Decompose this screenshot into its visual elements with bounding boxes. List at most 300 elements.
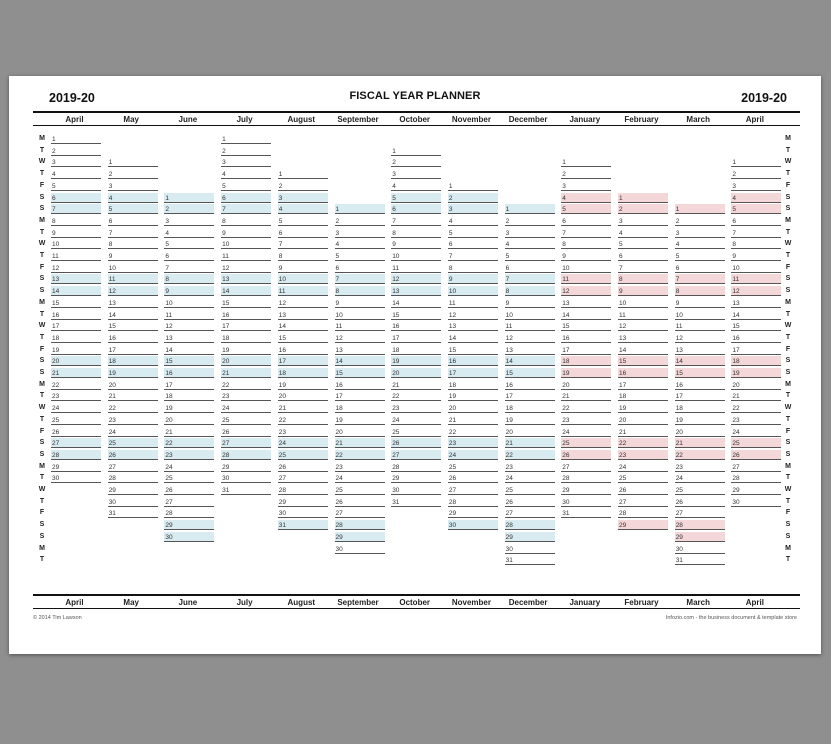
day-cell: 8 [561, 239, 611, 249]
day-cell: 8 [391, 228, 441, 238]
day-cell: 13 [108, 298, 158, 308]
day-cell: 15 [675, 368, 725, 378]
month-header-top: August [287, 115, 316, 124]
month-header-bottom: October [399, 598, 431, 607]
day-cell: 14 [51, 286, 101, 296]
day-cell: 26 [618, 485, 668, 495]
day-cell: 6 [505, 263, 555, 273]
month-header-bottom: September [337, 598, 379, 607]
day-cell: 9 [164, 286, 214, 296]
month-header-bottom: February [624, 598, 659, 607]
day-cell: 23 [108, 415, 158, 425]
day-cell: 25 [335, 485, 385, 495]
day-cell: 19 [618, 403, 668, 413]
day-cell: 23 [335, 462, 385, 472]
day-cell: 20 [335, 427, 385, 437]
day-cell: 5 [108, 204, 158, 214]
day-cell: 7 [675, 274, 725, 284]
day-cell: 26 [164, 485, 214, 495]
day-cell: 1 [278, 169, 328, 179]
weekday-label-left: F [39, 181, 45, 189]
day-cell: 9 [335, 298, 385, 308]
day-cell: 13 [51, 274, 101, 284]
day-cell: 10 [675, 310, 725, 320]
day-cell: 13 [164, 333, 214, 343]
month-header-bottom: May [123, 598, 139, 607]
weekday-label-right: F [785, 345, 791, 353]
day-cell: 12 [618, 321, 668, 331]
day-cell: 20 [51, 356, 101, 366]
day-cell: 27 [675, 508, 725, 518]
weekday-label-right: T [785, 474, 791, 482]
day-cell: 21 [448, 415, 498, 425]
day-cell: 23 [448, 438, 498, 448]
day-cell: 13 [505, 345, 555, 355]
top-rule [33, 111, 800, 113]
day-cell: 13 [618, 333, 668, 343]
day-cell: 18 [448, 380, 498, 390]
day-cell: 29 [618, 520, 668, 530]
weekday-label-left: T [39, 415, 45, 423]
day-cell: 28 [164, 508, 214, 518]
weekday-label-right: M [785, 298, 791, 306]
day-cell: 10 [618, 298, 668, 308]
weekday-label-left: W [38, 240, 46, 248]
store-credit: Infozio.com - the business document & template store [665, 615, 797, 621]
day-cell: 5 [675, 251, 725, 261]
weekday-label-left: F [39, 345, 45, 353]
day-cell: 23 [505, 462, 555, 472]
day-cell: 9 [675, 298, 725, 308]
day-cell: 11 [164, 310, 214, 320]
day-cell: 15 [731, 321, 781, 331]
day-cell: 25 [505, 485, 555, 495]
weekday-label-left: S [39, 205, 45, 213]
day-cell: 30 [561, 497, 611, 507]
day-cell: 26 [108, 450, 158, 460]
day-cell: 2 [505, 216, 555, 226]
day-cell: 18 [108, 356, 158, 366]
day-cell: 18 [391, 345, 441, 355]
day-cell: 27 [335, 508, 385, 518]
day-cell: 4 [221, 169, 271, 179]
day-cell: 2 [221, 146, 271, 156]
day-cell: 24 [391, 415, 441, 425]
day-cell: 12 [675, 333, 725, 343]
day-cell: 24 [164, 462, 214, 472]
weekday-label-right: S [785, 450, 791, 458]
day-cell: 29 [505, 532, 555, 542]
day-cell: 15 [391, 310, 441, 320]
day-cell: 25 [561, 438, 611, 448]
day-cell: 10 [731, 263, 781, 273]
weekday-label-left: S [39, 357, 45, 365]
day-cell: 17 [278, 356, 328, 366]
day-cell: 16 [335, 380, 385, 390]
day-cell: 12 [221, 263, 271, 273]
day-cell: 10 [505, 310, 555, 320]
day-cell: 15 [278, 333, 328, 343]
day-cell: 2 [448, 193, 498, 203]
day-cell: 29 [675, 532, 725, 542]
day-cell: 10 [278, 274, 328, 284]
day-cell: 29 [391, 473, 441, 483]
day-cell: 31 [221, 485, 271, 495]
day-cell: 7 [731, 228, 781, 238]
weekday-label-right: M [785, 462, 791, 470]
day-cell: 15 [561, 321, 611, 331]
day-cell: 20 [278, 391, 328, 401]
day-cell: 20 [391, 368, 441, 378]
day-cell: 4 [448, 216, 498, 226]
day-cell: 22 [221, 380, 271, 390]
weekday-label-left: T [39, 556, 45, 564]
day-cell: 27 [561, 462, 611, 472]
copyright-note: © 2014 Tim Lawson [33, 615, 82, 621]
day-cell: 27 [221, 438, 271, 448]
day-cell: 24 [108, 427, 158, 437]
day-cell: 3 [448, 204, 498, 214]
day-cell: 3 [221, 157, 271, 167]
day-cell: 15 [505, 368, 555, 378]
day-cell: 13 [561, 298, 611, 308]
day-cell: 17 [561, 345, 611, 355]
day-cell: 6 [618, 251, 668, 261]
day-cell: 10 [108, 263, 158, 273]
day-cell: 27 [391, 450, 441, 460]
day-cell: 16 [51, 310, 101, 320]
day-cell: 19 [278, 380, 328, 390]
day-cell: 30 [335, 544, 385, 554]
day-cell: 15 [51, 298, 101, 308]
day-cell: 29 [448, 508, 498, 518]
day-cell: 29 [164, 520, 214, 530]
weekday-label-left: T [39, 474, 45, 482]
day-cell: 22 [675, 450, 725, 460]
day-cell: 8 [51, 216, 101, 226]
day-cell: 17 [51, 321, 101, 331]
month-header-top: July [236, 115, 253, 124]
weekday-label-left: T [39, 392, 45, 400]
day-cell: 4 [108, 193, 158, 203]
bottom-rule-upper [33, 594, 800, 596]
day-cell: 11 [561, 274, 611, 284]
day-cell: 2 [391, 157, 441, 167]
weekday-label-right: T [785, 333, 791, 341]
month-header-top: February [624, 115, 659, 124]
weekday-label-right: M [785, 380, 791, 388]
day-cell: 9 [108, 251, 158, 261]
day-cell: 25 [675, 485, 725, 495]
day-cell: 7 [221, 204, 271, 214]
day-cell: 7 [448, 251, 498, 261]
day-cell: 17 [448, 368, 498, 378]
day-cell: 23 [561, 415, 611, 425]
day-cell: 25 [448, 462, 498, 472]
weekday-label-right: T [785, 146, 791, 154]
day-cell: 12 [505, 333, 555, 343]
day-cell: 20 [505, 427, 555, 437]
day-cell: 24 [675, 473, 725, 483]
header-rule [33, 125, 800, 126]
day-cell: 1 [561, 157, 611, 167]
day-cell: 30 [164, 532, 214, 542]
day-cell: 6 [561, 216, 611, 226]
month-header-top: March [686, 115, 710, 124]
weekday-label-right: S [785, 439, 791, 447]
day-cell: 11 [505, 321, 555, 331]
month-header-top: November [451, 115, 491, 124]
month-header-bottom: July [236, 598, 253, 607]
day-cell: 19 [164, 403, 214, 413]
month-header-bottom: November [451, 598, 491, 607]
weekday-label-left: W [38, 404, 46, 412]
month-header-top: April [65, 115, 84, 124]
day-cell: 16 [561, 333, 611, 343]
weekday-label-left: M [39, 216, 45, 224]
day-cell: 11 [618, 310, 668, 320]
day-cell: 19 [108, 368, 158, 378]
day-cell: 16 [278, 345, 328, 355]
weekday-label-right: M [785, 135, 791, 142]
weekday-label-right: M [785, 544, 791, 552]
day-cell: 4 [278, 204, 328, 214]
day-cell: 23 [164, 450, 214, 460]
day-cell: 18 [561, 356, 611, 366]
day-cell: 6 [448, 239, 498, 249]
day-cell: 22 [618, 438, 668, 448]
day-cell: 22 [731, 403, 781, 413]
day-cell: 31 [391, 497, 441, 507]
weekday-label-left: M [39, 298, 45, 306]
day-cell: 21 [108, 391, 158, 401]
weekday-label-right: W [784, 322, 792, 330]
day-cell: 27 [278, 473, 328, 483]
day-cell: 16 [164, 368, 214, 378]
weekday-label-left: M [39, 135, 45, 142]
day-cell: 14 [108, 310, 158, 320]
day-cell: 22 [335, 450, 385, 460]
day-cell: 21 [278, 403, 328, 413]
day-cell: 7 [51, 204, 101, 214]
day-cell: 21 [731, 391, 781, 401]
day-cell: 5 [391, 193, 441, 203]
day-cell: 7 [391, 216, 441, 226]
day-cell: 18 [51, 333, 101, 343]
day-cell: 4 [391, 181, 441, 191]
weekday-label-right: S [785, 275, 791, 283]
day-cell: 4 [731, 193, 781, 203]
month-header-top: January [569, 115, 601, 124]
day-cell: 16 [618, 368, 668, 378]
day-cell: 2 [561, 169, 611, 179]
day-cell: 29 [51, 462, 101, 472]
day-cell: 6 [391, 204, 441, 214]
day-cell: 23 [51, 391, 101, 401]
weekday-label-left: M [39, 544, 45, 552]
weekday-label-left: F [39, 427, 45, 435]
day-cell: 2 [51, 146, 101, 156]
day-cell: 10 [391, 251, 441, 261]
day-cell: 2 [278, 181, 328, 191]
day-cell: 18 [618, 391, 668, 401]
day-cell: 22 [561, 403, 611, 413]
day-cell: 20 [448, 403, 498, 413]
day-cell: 29 [561, 485, 611, 495]
day-cell: 16 [391, 321, 441, 331]
weekday-label-right: S [785, 521, 791, 529]
day-cell: 14 [448, 333, 498, 343]
day-cell: 14 [561, 310, 611, 320]
day-cell: 9 [731, 251, 781, 261]
day-cell: 27 [731, 462, 781, 472]
day-cell: 6 [731, 216, 781, 226]
day-cell: 28 [505, 520, 555, 530]
day-cell: 30 [505, 544, 555, 554]
day-cell: 3 [731, 181, 781, 191]
weekday-label-right: F [785, 427, 791, 435]
day-cell: 21 [221, 368, 271, 378]
weekday-label-right: T [785, 556, 791, 564]
month-header-top: October [399, 115, 431, 124]
day-cell: 19 [505, 415, 555, 425]
day-cell: 12 [164, 321, 214, 331]
weekday-label-left: T [39, 170, 45, 178]
day-cell: 13 [731, 298, 781, 308]
weekday-label-left: M [39, 380, 45, 388]
day-cell: 28 [561, 473, 611, 483]
day-cell: 17 [108, 345, 158, 355]
day-cell: 17 [618, 380, 668, 390]
weekday-label-right: T [785, 228, 791, 236]
day-cell: 16 [448, 356, 498, 366]
day-cell: 5 [221, 181, 271, 191]
weekday-label-left: S [39, 287, 45, 295]
day-cell: 7 [278, 239, 328, 249]
day-cell: 21 [505, 438, 555, 448]
day-cell: 19 [675, 415, 725, 425]
day-cell: 1 [675, 204, 725, 214]
day-cell: 22 [164, 438, 214, 448]
day-cell: 25 [618, 473, 668, 483]
weekday-label-left: S [39, 193, 45, 201]
weekday-label-right: S [785, 287, 791, 295]
day-cell: 25 [391, 427, 441, 437]
day-cell: 12 [391, 274, 441, 284]
weekday-label-right: T [785, 252, 791, 259]
weekday-label-right: S [785, 205, 791, 213]
day-cell: 19 [51, 345, 101, 355]
day-cell: 18 [335, 403, 385, 413]
day-cell: 3 [108, 181, 158, 191]
weekday-label-right: W [784, 486, 792, 493]
day-cell: 5 [51, 181, 101, 191]
day-cell: 1 [108, 157, 158, 167]
day-cell: 26 [278, 462, 328, 472]
day-cell: 20 [164, 415, 214, 425]
day-cell: 21 [561, 391, 611, 401]
day-cell: 24 [278, 438, 328, 448]
day-cell: 13 [335, 345, 385, 355]
month-header-top: December [508, 115, 548, 124]
weekday-label-right: W [784, 240, 792, 248]
day-cell: 22 [51, 380, 101, 390]
day-cell: 6 [164, 251, 214, 261]
day-cell: 6 [675, 263, 725, 273]
day-cell: 20 [561, 380, 611, 390]
month-header-bottom: January [569, 598, 601, 607]
day-cell: 2 [335, 216, 385, 226]
day-cell: 5 [505, 251, 555, 261]
day-cell: 3 [164, 216, 214, 226]
day-cell: 3 [675, 228, 725, 238]
day-cell: 17 [675, 391, 725, 401]
day-cell: 5 [164, 239, 214, 249]
day-cell: 26 [675, 497, 725, 507]
day-cell: 18 [164, 391, 214, 401]
weekday-label-right: T [785, 392, 791, 400]
day-cell: 5 [278, 216, 328, 226]
day-cell: 10 [561, 263, 611, 273]
month-header-top: April [745, 115, 764, 124]
day-cell: 23 [731, 415, 781, 425]
day-cell: 31 [278, 520, 328, 530]
day-cell: 22 [278, 415, 328, 425]
day-cell: 13 [675, 345, 725, 355]
month-header-bottom: April [745, 598, 764, 607]
day-cell: 11 [391, 263, 441, 273]
day-cell: 22 [448, 427, 498, 437]
day-cell: 29 [108, 485, 158, 495]
day-cell: 15 [221, 298, 271, 308]
day-cell: 29 [335, 532, 385, 542]
day-cell: 26 [51, 427, 101, 437]
day-cell: 17 [391, 333, 441, 343]
day-cell: 22 [391, 391, 441, 401]
day-cell: 26 [335, 497, 385, 507]
month-header-top: June [178, 115, 198, 124]
day-cell: 3 [618, 216, 668, 226]
day-cell: 28 [335, 520, 385, 530]
day-cell: 15 [335, 368, 385, 378]
weekday-label-left: F [39, 509, 45, 517]
day-cell: 26 [731, 450, 781, 460]
day-cell: 8 [448, 263, 498, 273]
day-cell: 22 [108, 403, 158, 413]
day-cell: 24 [448, 450, 498, 460]
month-header-bottom: March [686, 598, 710, 607]
day-cell: 1 [164, 193, 214, 203]
day-cell: 28 [108, 473, 158, 483]
day-cell: 11 [448, 298, 498, 308]
day-cell: 30 [731, 497, 781, 507]
day-cell: 11 [221, 251, 271, 261]
day-cell: 4 [51, 169, 101, 179]
day-cell: 19 [731, 368, 781, 378]
day-cell: 20 [618, 415, 668, 425]
day-cell: 30 [51, 473, 101, 483]
day-cell: 25 [278, 450, 328, 460]
day-cell: 24 [505, 473, 555, 483]
day-cell: 30 [278, 508, 328, 518]
day-cell: 28 [51, 450, 101, 460]
day-cell: 27 [505, 508, 555, 518]
day-cell: 5 [618, 239, 668, 249]
day-cell: 10 [221, 239, 271, 249]
day-cell: 17 [505, 391, 555, 401]
weekday-label-right: M [785, 216, 791, 224]
day-cell: 18 [221, 333, 271, 343]
